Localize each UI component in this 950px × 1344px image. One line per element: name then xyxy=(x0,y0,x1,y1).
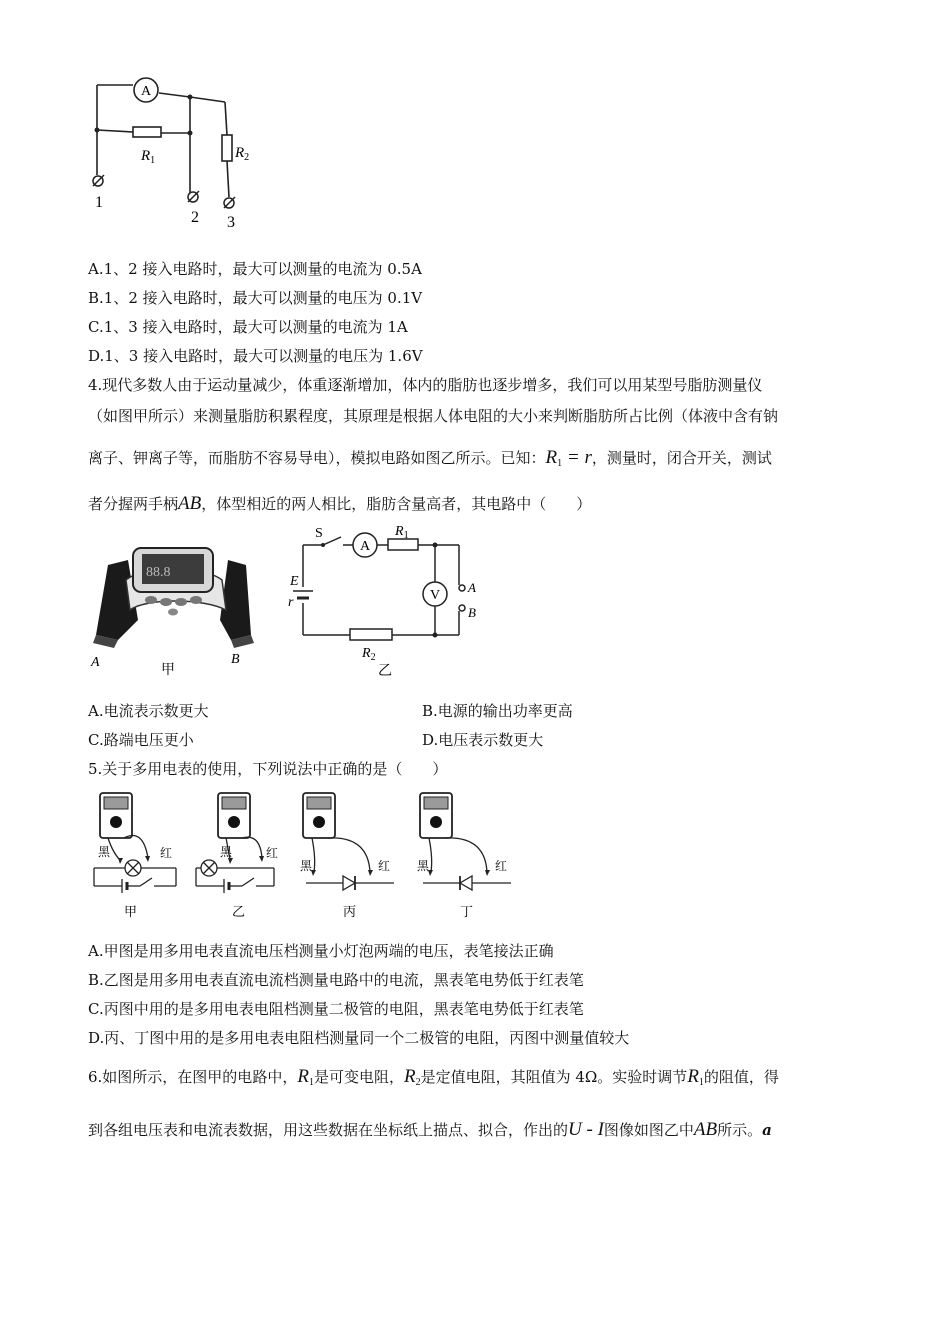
q5-option-b: B.乙图是用多用电表直流电流档测量电路中的电流，黑表笔电势低于红表笔 xyxy=(88,971,584,989)
q3-option-d: D.1、3 接入电路时，最大可以测量的电压为 1.6V xyxy=(88,347,423,365)
probe-black-label: 黑 xyxy=(417,859,430,873)
q5-option-d: D.丙、丁图中用的是多用电表电阻档测量同一个二极管的电阻，丙图中测量值较大 xyxy=(88,1029,630,1047)
ammeter-a-label: A xyxy=(359,539,371,554)
q3-option-b: B.1、2 接入电路时，最大可以测量的电压为 0.1V xyxy=(88,289,423,307)
q5-stem: 5.关于多用电表的使用，下列说法中正确的是（ ） xyxy=(88,760,448,778)
terminal-1-label: 1 xyxy=(95,194,103,211)
figure-jia-caption: 甲 xyxy=(161,662,175,678)
figure-multimeter-bing xyxy=(298,788,403,923)
q4-option-d: D.电压表示数更大 xyxy=(422,731,544,749)
svg-text:88.8: 88.8 xyxy=(146,565,171,580)
figure-bing-caption: 丙 xyxy=(343,905,357,920)
handle-a-label: A xyxy=(91,655,100,670)
probe-red-label: 红 xyxy=(160,846,173,860)
terminal-3-label: 3 xyxy=(227,214,235,231)
probe-black-label: 黑 xyxy=(300,859,313,873)
figure-multimeter-ding xyxy=(415,788,520,923)
probe-red-label: 红 xyxy=(266,846,279,860)
q3-option-a: A.1、2 接入电路时，最大可以测量的电流为 0.5A xyxy=(88,260,422,278)
r2-label: $R_2$ xyxy=(235,145,250,163)
terminal-b-label: B xyxy=(468,605,476,620)
q4-stem-line1: 4.现代多数人由于运动量减少，体重逐渐增加，体内的脂肪也逐步增多，我们可以用某型号脂肪测量仪 xyxy=(88,376,763,394)
ammeter-label: A xyxy=(140,84,152,99)
terminal-2-label: 2 xyxy=(191,209,199,226)
figure-ding-caption: 丁 xyxy=(460,905,474,920)
q6-stem-line2: 到各组电压表和电流表数据，用这些数据在坐标纸上描点、拟合，作出的U - I图像如图乙中AB所示。a xyxy=(88,1119,772,1140)
formula-r1-eq-r: $R_1 = r$ xyxy=(545,447,592,469)
probe-black-label: 黑 xyxy=(220,845,233,859)
r2-label: $R_2$ xyxy=(362,646,376,663)
q3-option-c: C.1、3 接入电路时，最大可以测量的电流为 1A xyxy=(88,318,408,336)
q5-option-a: A.甲图是用多用电表直流电压档测量小灯泡两端的电压，表笔接法正确 xyxy=(88,942,554,960)
figure-jia-caption: 甲 xyxy=(124,905,138,920)
internal-r-label: r xyxy=(288,595,294,610)
q5-option-c: C.丙图中用的是多用电表电阻档测量二极管的电阻，黑表笔电势低于红表笔 xyxy=(88,1000,584,1018)
terminal-a-label: A xyxy=(468,580,476,595)
figure-multimeter-yi xyxy=(190,788,285,923)
figure-multimeter-jia xyxy=(88,788,183,923)
q4-option-a: A.电流表示数更大 xyxy=(88,702,209,720)
figure-fat-meter-device xyxy=(88,540,258,680)
q4-option-b: B.电源的输出功率更高 xyxy=(422,702,573,720)
voltmeter-v-label: V xyxy=(429,588,441,603)
probe-red-label: 红 xyxy=(378,859,391,873)
emf-e-label: E xyxy=(290,574,299,589)
figure-fat-meter-circuit xyxy=(285,525,500,680)
handle-b-label: B xyxy=(231,652,240,667)
q4-stem-line3: 离子、钾离子等，而脂肪不容易导电），模拟电路如图乙所示。已知：$R_1 = r$，测量时，闭合开关，测试 xyxy=(88,447,772,469)
switch-s-label: S xyxy=(315,526,323,541)
q4-stem-line2: （如图甲所示）来测量脂肪积累程度，其原理是根据人体电阻的大小来判断脂肪所占比例（体液中含有钠 xyxy=(88,407,779,425)
figure-yi-caption: 乙 xyxy=(232,905,246,920)
r1-label: $R_1$ xyxy=(141,148,156,166)
probe-red-label: 红 xyxy=(495,859,508,873)
q4-option-c: C.路端电压更小 xyxy=(88,731,194,749)
probe-black-label: 黑 xyxy=(98,845,111,859)
figure-yi-caption: 乙 xyxy=(378,663,392,679)
figure-ammeter-circuit xyxy=(85,75,275,240)
r1-label: $R_1$ xyxy=(395,524,409,541)
q6-stem-line1: 6.如图所示，在图甲的电路中，$R_1$是可变电阻，$R_2$是定值电阻，其阻值为 4Ω。实验时调节$R_1$的阻值，得 xyxy=(88,1066,779,1088)
q4-stem-line4: 者分握两手柄AB，体型相近的两人相比，脂肪含量高者，其电路中（ ） xyxy=(88,493,592,514)
